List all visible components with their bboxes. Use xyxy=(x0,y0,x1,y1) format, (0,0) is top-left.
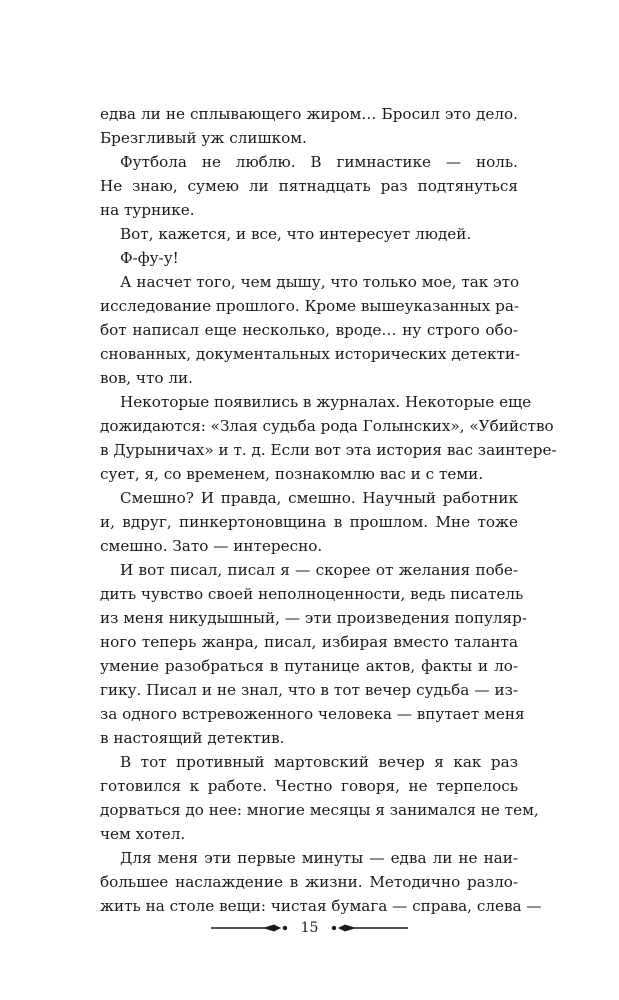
paragraph xyxy=(100,102,518,150)
text-line: смешно. Зато — интересно. xyxy=(100,537,323,555)
text-line: едва ли не сплывающего жиром… Бросил это дело. xyxy=(100,105,518,123)
paragraph xyxy=(100,558,527,750)
text-line: бот написал еще несколько, вроде… ну строго обо- xyxy=(100,321,518,339)
paragraph xyxy=(100,150,518,222)
text-line: и, вдруг, пинкертоновщина в прошлом. Мне тоже xyxy=(100,513,518,531)
text-line: готовился к работе. Честно говоря, не терпелось xyxy=(100,777,518,795)
text-line: гику. Писал и не знал, что в тот вечер судьба — из- xyxy=(100,681,518,699)
text-line: за одного встревоженного человека — впутает меня xyxy=(100,705,525,723)
paragraph xyxy=(100,846,542,918)
paragraph xyxy=(100,750,539,846)
left-ornament-icon xyxy=(211,922,291,934)
right-ornament-icon xyxy=(328,922,408,934)
text-line: на турнике. xyxy=(100,201,195,219)
paragraph xyxy=(100,246,518,270)
text-line: сует, я, со временем, познакомлю вас и с теми. xyxy=(100,465,484,483)
text-line: в настоящий детектив. xyxy=(100,729,285,747)
text-line: Брезгливый уж слишком. xyxy=(100,129,307,147)
text-line: большее наслаждение в жизни. Методично разло- xyxy=(100,873,518,891)
text-line: Некоторые появились в журналах. Некоторые еще xyxy=(120,393,532,411)
text-line: И вот писал, писал я — скорее от желания побе- xyxy=(120,561,518,579)
paragraph xyxy=(100,222,518,246)
paragraph xyxy=(100,270,521,390)
body-text xyxy=(100,102,557,918)
page-number: 15 xyxy=(300,920,319,936)
text-line: в Дурыничах» и т. д. Если вот эта история вас заинтере- xyxy=(100,441,557,459)
text-line: снованных, документальных исторических детекти- xyxy=(100,345,521,363)
text-line: Ф-фу-у! xyxy=(120,249,179,267)
page-footer xyxy=(0,916,619,940)
text-line: исследование прошлого. Кроме вышеуказанных ра- xyxy=(100,297,520,315)
paragraph xyxy=(100,486,518,558)
text-line: жить на столе вещи: чистая бумага — справа, слева — xyxy=(100,897,542,915)
text-line: А насчет того, чем дышу, что только мое, так это xyxy=(120,273,520,291)
text-line: ного теперь жанра, писал, избирая вместо таланта xyxy=(100,633,518,651)
text-line: В тот противный мартовский вечер я как раз xyxy=(120,753,518,771)
text-line: Смешно? И правда, смешно. Научный работник xyxy=(120,489,518,507)
text-line: Не знаю, сумею ли пятнадцать раз подтянуться xyxy=(100,177,518,195)
text-line: вов, что ли. xyxy=(100,369,193,387)
text-line: дожидаются: «Злая судьба рода Голынских», «Убийство xyxy=(100,417,554,435)
text-line: дить чувство своей неполноценности, ведь писатель xyxy=(100,585,524,603)
text-line: Футбола не люблю. В гимнастике — ноль. xyxy=(120,153,518,171)
text-line: из меня никудышный, — эти произведения популяр- xyxy=(100,609,527,627)
paragraph xyxy=(100,390,557,486)
text-line: дорваться до нее: многие месяцы я занимался не тем, xyxy=(100,801,539,819)
text-line: Для меня эти первые минуты — едва ли не наи- xyxy=(120,849,518,867)
text-line: чем хотел. xyxy=(100,825,186,843)
text-line: умение разобраться в путанице актов, факты и ло- xyxy=(100,657,518,675)
text-line: Вот, кажется, и все, что интересует людей. xyxy=(120,225,472,243)
